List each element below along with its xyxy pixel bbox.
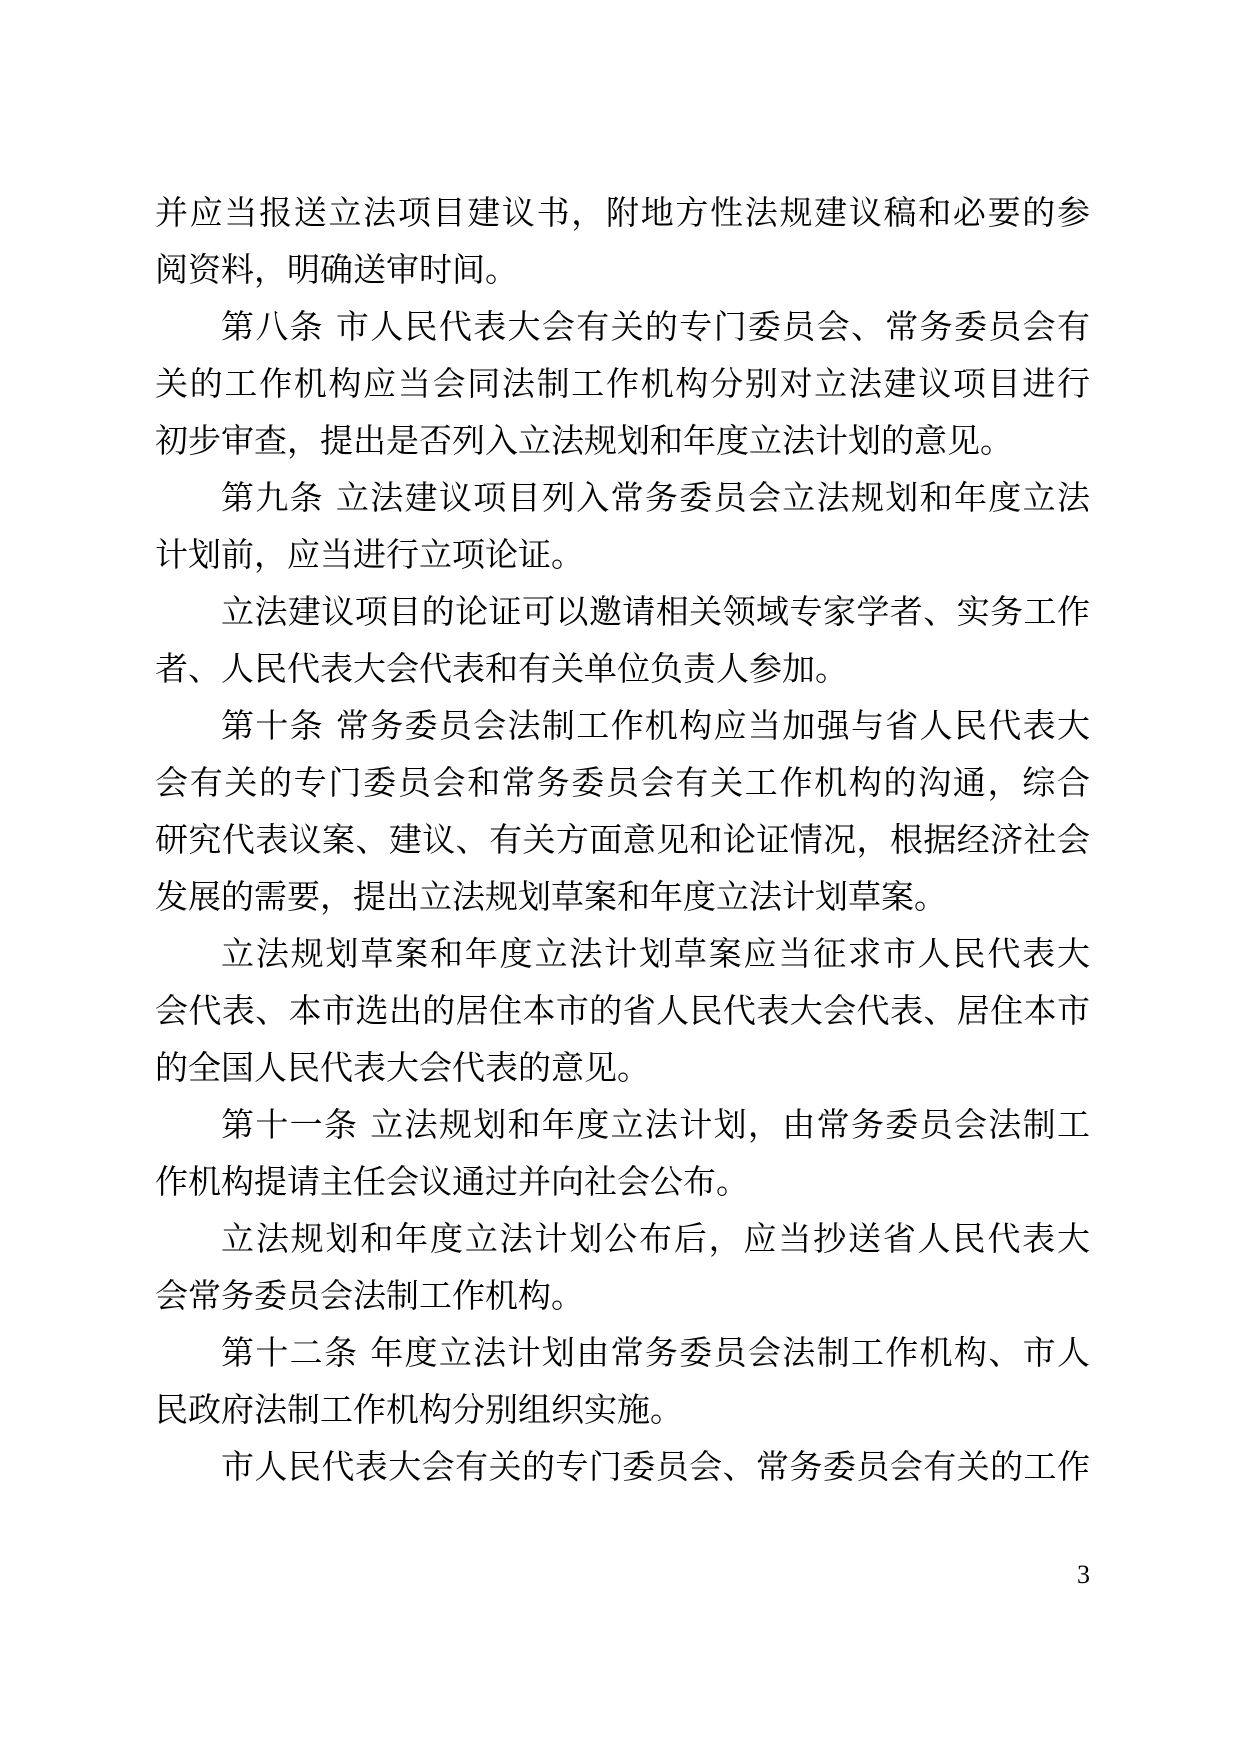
paragraph-first-line: 立法建议项目的论证可以邀请相关领域专家学者、实务工作	[221, 592, 1090, 631]
text-line: 关的工作机构应当会同法制工作机构分别对立法建议项目进行	[155, 364, 1090, 403]
text-line: 的全国人民代表大会代表的意见。	[155, 1048, 650, 1087]
text-line: 会常务委员会法制工作机构。	[155, 1276, 584, 1315]
text-line: 研究代表议案、建议、有关方面意见和论证情况，根据经济社会	[155, 820, 1090, 859]
page-number: 3	[1077, 1560, 1090, 1589]
paragraph-first-line: 市人民代表大会有关的专门委员会、常务委员会有关的工作	[221, 1447, 1090, 1486]
text-line: 会有关的专门委员会和常务委员会有关工作机构的沟通，综合	[155, 763, 1090, 802]
article-12-heading-line: 第十二条 年度立法计划由常务委员会法制工作机构、市人	[221, 1333, 1090, 1372]
text-line: 作机构提请主任会议通过并向社会公布。	[155, 1162, 749, 1201]
text-line: 民政府法制工作机构分别组织实施。	[155, 1390, 683, 1429]
paragraph-first-line: 立法规划草案和年度立法计划草案应当征求市人民代表大	[221, 934, 1090, 973]
text-line: 初步审查，提出是否列入立法规划和年度立法计划的意见。	[155, 421, 1013, 460]
text-line: 发展的需要，提出立法规划草案和年度立法计划草案。	[155, 877, 947, 916]
text-line: 计划前，应当进行立项论证。	[155, 535, 584, 574]
article-11-heading-line: 第十一条 立法规划和年度立法计划，由常务委员会法制工	[221, 1105, 1090, 1144]
article-8-heading-line: 第八条 市人民代表大会有关的专门委员会、常务委员会有	[221, 307, 1090, 346]
text-line: 阅资料，明确送审时间。	[155, 250, 518, 289]
article-9-heading-line: 第九条 立法建议项目列入常务委员会立法规划和年度立法	[221, 478, 1090, 517]
text-line: 并应当报送立法项目建议书，附地方性法规建议稿和必要的参	[155, 193, 1090, 232]
article-10-heading-line: 第十条 常务委员会法制工作机构应当加强与省人民代表大	[221, 706, 1090, 745]
text-line: 者、人民代表大会代表和有关单位负责人参加。	[155, 649, 848, 688]
text-line: 会代表、本市选出的居住本市的省人民代表大会代表、居住本市	[155, 991, 1090, 1030]
paragraph-first-line: 立法规划和年度立法计划公布后，应当抄送省人民代表大	[221, 1219, 1090, 1258]
